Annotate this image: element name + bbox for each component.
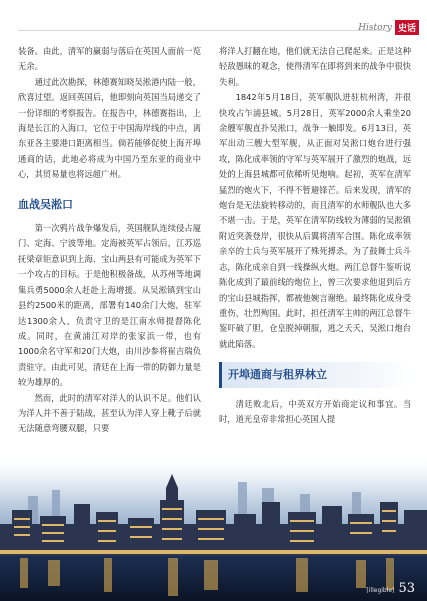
header-rule	[18, 30, 387, 31]
section-label-en: History	[358, 22, 392, 33]
paragraph: 清廷败北后，中英双方开始商定议和事宜。当时，道光皇帝非常担心英国人提	[219, 398, 411, 424]
section-label-cn: 史话	[395, 20, 419, 35]
paragraph: 通过此次勘探，林德赛知晓吴淞港内陆一般，欣喜过望。返回英国后，他即刻向英国当局递交了一份详细的考察报告。在报告中，林德赛指出，上海是长江的入海口，它位于中国海岸线的中点，离东亚各主要港口距离相当。倘若能够促使上海开埠通商的话，此地必将成为中国乃至东亚的商业中心，其贸易量也将远超广州。	[18, 76, 201, 180]
paragraph: 然而，此时的清军对洋人的认识不足。他们认为洋人并不善于陆战，甚至认为洋人穿上靴子后就无法随意弯腰双腿，只要	[18, 392, 201, 434]
page-footer	[366, 581, 415, 596]
section-heading-wusong: 血战吴淞口	[18, 197, 73, 211]
section-tag	[358, 20, 419, 35]
magazine-name: [illegible]	[366, 587, 395, 594]
paragraph: 1842年5月18日，英军舰队进驻杭州湾，并很快攻占乍浦县城。5月28日，英军2000余人乘坐20余艘军舰直扑吴淞口，战争一触即发。6月13日，英军出动三艘大型军舰，从正面对吴淞口炮台进行强攻，陈化成率领的守军与英军展开了激烈的炮战，远处的上海县城都可依稀听见炮响。起初，英军在清军猛烈的炮火下，不得不暂避锋芒。后来发现，清军的炮台是无法旋转移动的，而且清军的水师舰队也大多不堪一击。于是，英军在清军防线较为薄弱的吴淞镇附近突袭登岸，很快从后翼将清军合围。陈化成率领亲卒的士兵与英军展开了殊死搏杀。为了鼓舞士兵斗志，陈化成亲自到一线操纵火炮。两江总督牛鉴听说陈化成到了最前线的炮位上，曾三次要求他退到后方的宝山县城指挥，都被他婉言谢绝。最终陈化成身受重伤，壮烈殉国。此时，担任清军主帅的两江总督牛鉴吓破了胆，仓皇脱掉朝服，逃之夭夭，吴淞口炮台就此陷落。	[219, 92, 411, 349]
paragraph: 第一次鸦片战争爆发后，英国舰队连续侵占厦门、定海、宁波等地。定海被英军占领后，江苏巡抚梁章钜意识到上海、宝山两县有可能成为英军下一个攻占的目标。于是他积极备战，从苏州等地调集兵勇5000余人赶赴上海增援。从吴淞镇到宝山县约2500米的距离，部署有140余门大炮，驻军达1300余人，负责守卫的是江南水师提督陈化成。同时，在黄浦江对岸的张家浜一带，也有1000余名守军和20门大炮，由川沙参将崔吉瑞负责驻守。由此可见，清廷在上海一带的防御力量是较为雄厚的。	[18, 223, 201, 388]
paragraph: 装备。由此，清军的赢弱与落后在英国人面前一览无余。	[18, 46, 201, 72]
right-column	[219, 44, 411, 427]
left-column	[18, 44, 201, 437]
paragraph: 将洋人打翻在地，他们就无法自己爬起来。正是这种轻敌愚昧的观念，使得清军在即将到来的战争中很快失利。	[219, 46, 411, 87]
shanghai-bund-skyline-photo	[0, 452, 427, 601]
page-number: 53	[398, 581, 415, 596]
section-heading-open-port: 开埠通商与租界林立	[219, 362, 411, 387]
